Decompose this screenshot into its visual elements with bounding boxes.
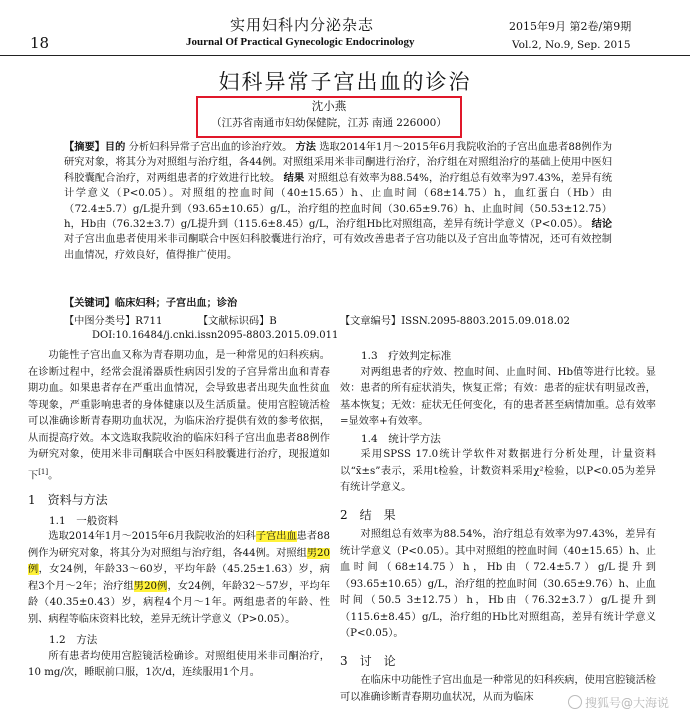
- intro-paragraph: [28, 348, 330, 484]
- document-code: 【文献标识码】B: [198, 316, 277, 327]
- highlight-male-count-control: 男20例: [28, 547, 330, 576]
- abstract-label: 【摘要】: [64, 141, 105, 153]
- section-2-heading: 2 结 果: [340, 507, 396, 522]
- abstract-goal-label: 目的: [104, 141, 126, 153]
- article-number: 【文章编号】ISSN.2095-8803.2015.09.018.02: [340, 316, 570, 327]
- p11-text-c: ，女24例，年龄33～60岁，平均年龄（45.25±1.63）岁，病程3个月～2年；治疗组: [28, 564, 330, 592]
- p11-text-b: 患者88例作为研究对象，将其分为对照组与治疗组，各44例。对照组: [28, 531, 330, 559]
- p11-text-a: 选取2014年1月～2015年6月我院收治的妇科: [48, 531, 256, 543]
- subsection-1-1-heading: 1.1 一般资料: [49, 514, 119, 527]
- right-column: [340, 348, 656, 706]
- abstract-method-label: 方法: [295, 141, 317, 153]
- watermark: [568, 694, 669, 711]
- abstract: [64, 140, 612, 263]
- abstract-conclusion-text: 对子宫出血患者使用米非司酮联合中医妇科胶囊进行治疗，可有效改善患者子宫功能以及子宫出血等情况，还可有效控制出血情况，疗效良好，值得推广使用。: [64, 234, 612, 261]
- intro-end: 。: [48, 469, 59, 481]
- issue-info-cn: 2015年9月 第2卷/第9期: [509, 20, 632, 33]
- subsection-1-2-heading: 1.2 方法: [49, 634, 98, 647]
- subsection-1-4-heading: 1.4 统计学方法: [361, 432, 441, 445]
- abstract-conclusion-label: 结论: [591, 218, 613, 231]
- intro-reference: [1]: [38, 467, 49, 476]
- doi: DOI:10.16484/j.cnki.issn2095-8803.2015.09.011: [92, 330, 339, 341]
- header-divider: [0, 55, 690, 56]
- journal-title-cn: 实用妇科内分泌杂志: [230, 16, 375, 34]
- intro-text: 功能性子宫出血又称为青春期功血，是一种常见的妇科疾病。在诊断过程中，经常会混淆器质性病因引发的子宫异常出血和青春期功血。如果患者存在严重出血情况，会导致患者出现失血性贫血等现象，严重影响患者的身体健康以及生活质量。使用宫腔镜活检可以准确诊断青春期功血状况，为临床治疗提供有效的参考依据，从而提高疗效。本文选取我院收治的临床妇科子宫出血患者88例作为研究对象，使用米非司酮联合中医妇科胶囊进行治疗，现报道如下: [28, 350, 330, 481]
- article-title: 妇科异常子宫出血的诊治: [218, 70, 472, 94]
- page-number: 18: [30, 34, 50, 52]
- section-1-heading: 1 资料与方法: [28, 493, 108, 508]
- abstract-method-text: 选取2014年1月～2015年6月我院收治的子宫出血患者88例作为研究对象，将其分为对照组与治疗组，各44例。对照组采用米非司酮进行治疗，治疗组在对照组治疗的基础上使用中医妇科胶囊配合治疗，对两组患者的疗效进行比较。: [64, 142, 613, 184]
- paragraph-1-2: 所有患者均使用宫腔镜活检确诊。对照组使用米非司酮治疗，10 mg/次，睡眠前口服，1次/d，连续服用1个月。: [28, 650, 330, 679]
- author-affiliation: （江苏省南通市妇幼保健院，江苏 南通 226000）: [211, 117, 447, 129]
- paragraph-1-3: 对两组患者的疗效、控血时间、止血时间、Hb值等进行比较。显效：患者的所有症状消失，恢复正常；有效：患者的症状有明显改善，基本恢复；无效：症状无任何变化，有的患者甚至病情加重。总有效率=显效率+有效率。: [340, 366, 656, 427]
- subsection-1-3-heading: 1.3 疗效判定标准: [361, 350, 452, 362]
- abstract-result-text: 对照组总有效率为88.54%，治疗组总有效率为97.43%，差异有统计学意义（P<0.05）。对照组的控血时间（40±15.65）h、止血时间（68±14.75）h，血红蛋白（Hb）由（72.4±5.7）g/L提升到（93.65±10.65）g/L，治疗组的控血时间（30.65±9.76）h、止血时间（50.53±12.75）h，Hb由（76.32±3.7）g/L提升到（115.6±8.45）g/L，治疗组Hb比对照组高，差异有统计学意义（P<0.05）。: [64, 172, 613, 231]
- keywords: 【关键词】临床妇科；子宫出血；诊治: [64, 297, 238, 309]
- left-column: [28, 348, 330, 682]
- issue-info-en: Vol.2, No.9, Sep. 2015: [512, 39, 631, 51]
- paragraph-1-1: [28, 529, 330, 628]
- clc-number: 【中图分类号】R711: [64, 316, 163, 327]
- p11-text-d: ，女24例，年龄32～57岁，平均年龄（40.35±0.43）岁，病程4个月～1年。两组患者的年龄、性别、病程等临床资料比较，差异无统计学意义（P>0.05）。: [28, 580, 331, 625]
- journal-title-en: Journal Of Practical Gynecologic Endocrinology: [186, 36, 415, 48]
- section-3-heading: 3 讨 论: [340, 653, 396, 668]
- highlight-uterine-bleeding: 子宫出血: [255, 531, 297, 543]
- watermark-text: 搜狐号@大海说: [585, 696, 670, 710]
- paragraph-1-4: 采用SPSS 17.0统计学软件对数据进行分析处理，计量资料以“x̄±s”表示，采用t检验，计数资料采用χ²检验，以P<0.05为差异有统计学意义。: [340, 449, 656, 493]
- highlight-male-count-treatment: 男20例: [133, 580, 168, 592]
- paragraph-results: 对照组总有效率为88.54%，治疗组总有效率为97.43%，差异有统计学意义（P<0.05）。其中对照组的控血时间（40±15.65）h、止血时间（68±14.75）h，Hb由（72.4±5.7）g/L提升到（93.65±10.65）g/L，治疗组的控血时间（30.65±9.76）h、止血时间（50.5 3±12.75）h，Hb由（76.32±3.7）g/L提升到（115.6±8.45）g/L，治疗组的Hb比对照组高，差异有统计学意义（P<0.05）。: [340, 529, 656, 639]
- abstract-goal-text: 分析妇科异常子宫出血的诊治疗效。: [125, 142, 293, 153]
- paragraph-discussion: 在临床中功能性子宫出血是一种常见的妇科疾病，使用宫腔镜活检可以准确诊断青春期功血状况，从而为临床: [340, 675, 656, 703]
- watermark-logo-icon: [568, 695, 582, 709]
- abstract-result-label: 结果: [283, 171, 305, 184]
- author-name: 沈小燕: [311, 99, 347, 113]
